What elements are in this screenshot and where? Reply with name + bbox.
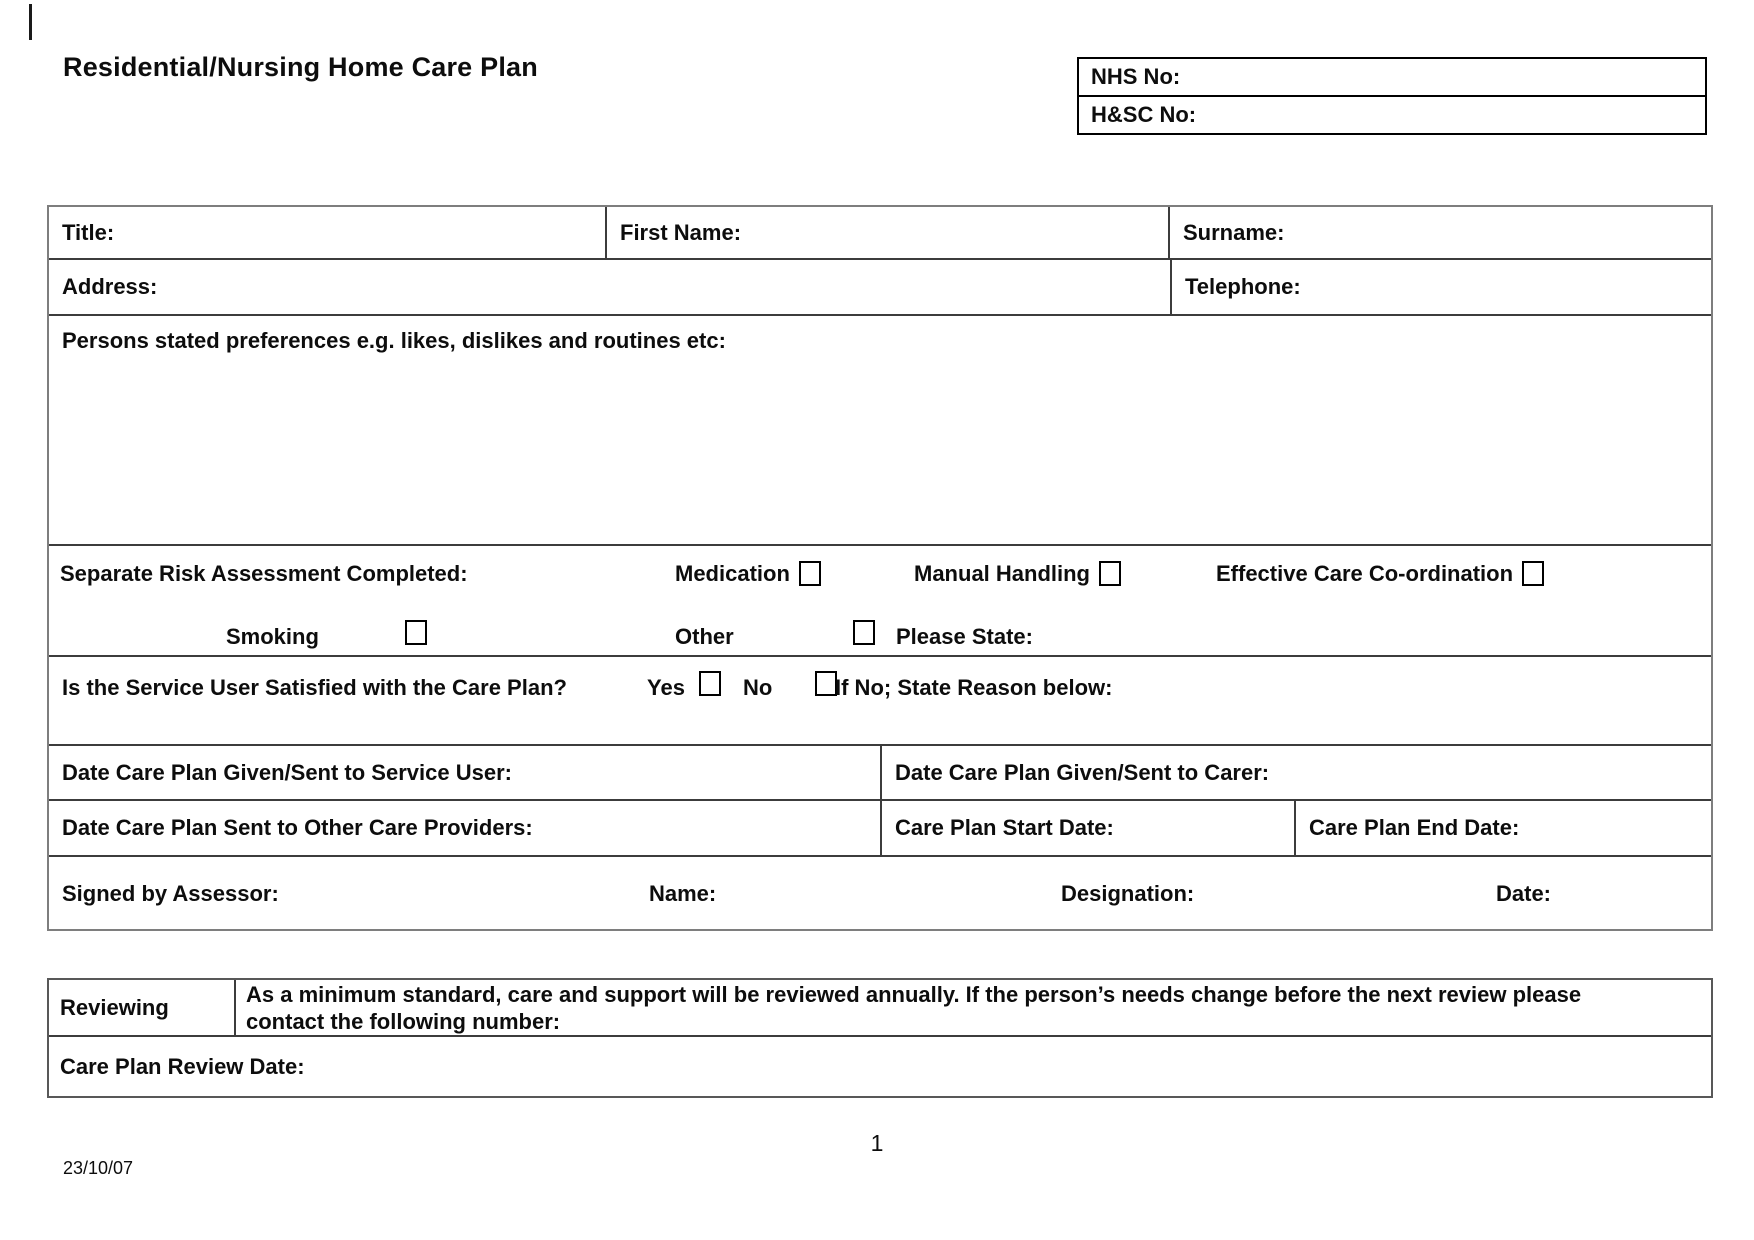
assessor-date-label: Date: — [1496, 881, 1552, 906]
nhs-number-label: NHS No: — [1091, 64, 1181, 89]
satisfaction-row — [49, 657, 1711, 746]
satisfaction-question: Is the Service User Satisfied with the Care Plan? — [62, 675, 567, 700]
name-row — [49, 207, 1711, 260]
end-date-cell — [1296, 801, 1711, 855]
reviewing-table — [47, 978, 1713, 1098]
preferences-cell — [49, 316, 1711, 544]
reviewing-note: As a minimum standard, care and support will be reviewed annually. If the person’s needs change before the next review please contact the following number: — [246, 981, 1582, 1034]
start-date-cell — [882, 801, 1296, 855]
satisfaction-no-checkbox[interactable] — [815, 671, 837, 696]
reviewing-heading-cell — [49, 980, 236, 1035]
footer-date: 23/10/07 — [63, 1158, 134, 1178]
manual-handling-group — [914, 561, 1121, 588]
date-given-service-user-label: Date Care Plan Given/Sent to Service User: — [62, 759, 512, 785]
please-state-label: Please State: — [896, 624, 1033, 649]
manual-handling-label: Manual Handling — [914, 561, 1090, 586]
assessor-designation-label: Designation: — [1061, 881, 1195, 906]
date-given-carer-label: Date Care Plan Given/Sent to Carer: — [895, 759, 1270, 785]
id-number-box — [1077, 57, 1707, 135]
date-sent-row — [49, 801, 1711, 857]
hsc-number-label: H&SC No: — [1091, 102, 1197, 127]
address-cell — [49, 260, 1172, 314]
if-no-reason-label: If No; State Reason below: — [835, 675, 1113, 700]
medication-checkbox[interactable] — [799, 561, 821, 586]
title-cell — [49, 207, 607, 258]
reviewing-row — [49, 980, 1711, 1037]
reviewing-heading: Reviewing — [60, 994, 169, 1020]
care-plan-table — [47, 205, 1713, 931]
date-given-carer-cell — [882, 746, 1711, 799]
review-date-row — [49, 1037, 1711, 1096]
title-label: Title: — [62, 219, 115, 245]
preferences-label: Persons stated preferences e.g. likes, dislikes and routines etc: — [62, 328, 726, 353]
page-number: 1 — [870, 1130, 884, 1156]
telephone-cell — [1172, 260, 1711, 314]
manual-handling-checkbox[interactable] — [1099, 561, 1121, 586]
other-checkbox[interactable] — [853, 620, 875, 645]
effective-care-checkbox[interactable] — [1522, 561, 1544, 586]
medication-group — [675, 561, 821, 588]
date-given-service-user-cell — [49, 746, 882, 799]
signed-by-assessor-label: Signed by Assessor: — [62, 881, 279, 906]
page-title: Residential/Nursing Home Care Plan — [63, 52, 538, 82]
signature-row — [49, 857, 1711, 929]
smoking-label: Smoking — [226, 624, 319, 649]
hsc-number-row — [1079, 97, 1705, 133]
effective-care-label: Effective Care Co-ordination — [1216, 561, 1514, 586]
surname-label: Surname: — [1183, 219, 1285, 245]
date-sent-providers-label: Date Care Plan Sent to Other Care Providers: — [62, 815, 533, 840]
effective-care-group — [1216, 561, 1544, 588]
address-label: Address: — [62, 274, 158, 299]
start-date-label: Care Plan Start Date: — [895, 815, 1114, 840]
medication-label: Medication — [675, 561, 790, 586]
date-sent-providers-cell — [49, 801, 882, 855]
assessor-name-label: Name: — [649, 881, 717, 906]
risk-assessment-row — [49, 546, 1711, 657]
end-date-label: Care Plan End Date: — [1309, 815, 1520, 840]
risk-heading: Separate Risk Assessment Completed: — [60, 561, 468, 586]
surname-cell — [1170, 207, 1711, 258]
nhs-number-row — [1079, 59, 1705, 97]
satisfaction-yes-checkbox[interactable] — [699, 671, 721, 696]
preferences-row — [49, 316, 1711, 546]
smoking-checkbox[interactable] — [405, 620, 427, 645]
other-label: Other — [675, 624, 734, 649]
scan-artifact-line — [29, 4, 32, 40]
date-given-row — [49, 746, 1711, 801]
satisfaction-no-label: No — [743, 675, 773, 700]
telephone-label: Telephone: — [1185, 274, 1301, 299]
address-row — [49, 260, 1711, 316]
first-name-label: First Name: — [620, 219, 742, 245]
reviewing-note-cell — [236, 980, 1711, 1035]
first-name-cell — [607, 207, 1170, 258]
satisfaction-yes-label: Yes — [647, 675, 685, 700]
review-date-label: Care Plan Review Date: — [60, 1053, 305, 1079]
